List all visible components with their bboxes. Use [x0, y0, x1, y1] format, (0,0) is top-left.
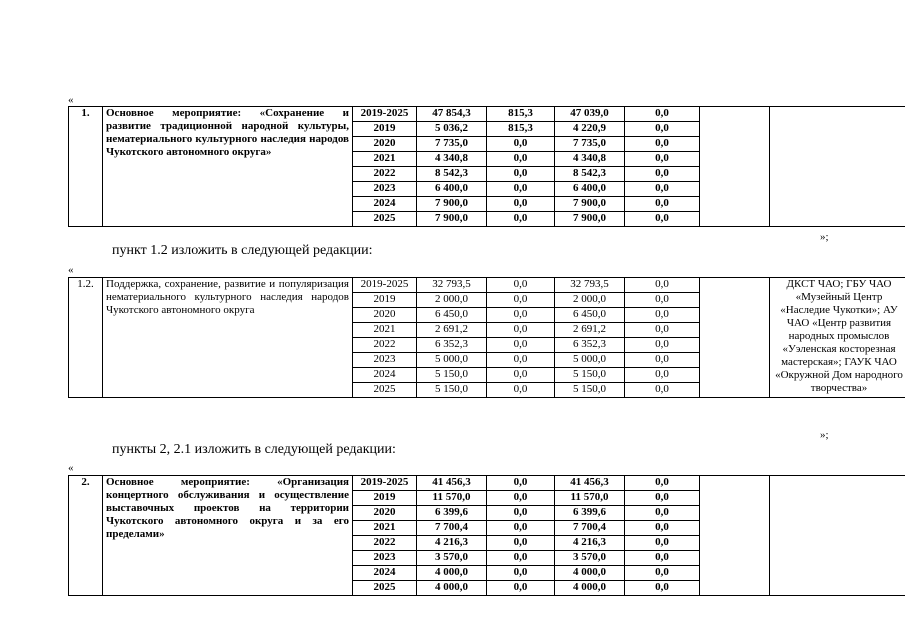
instruction-2: пункты 2, 2.1 изложить в следующей редакции: [112, 442, 396, 457]
item-number: 1. [69, 107, 103, 227]
other-cell: 0,0 [625, 278, 700, 293]
section-2-table [68, 277, 905, 398]
federal-cell: 815,3 [487, 122, 555, 137]
federal-cell: 0,0 [487, 521, 555, 536]
total-cell: 4 216,3 [417, 536, 487, 551]
total-cell: 4 340,8 [417, 152, 487, 167]
section-1-table [68, 106, 905, 227]
year-cell: 2023 [353, 353, 417, 368]
other-cell: 0,0 [625, 491, 700, 506]
regional-cell: 8 542,3 [555, 167, 625, 182]
item-number: 1.2. [69, 278, 103, 398]
year-cell: 2025 [353, 581, 417, 596]
total-cell: 4 000,0 [417, 581, 487, 596]
regional-cell: 7 900,0 [555, 197, 625, 212]
federal-cell: 0,0 [487, 506, 555, 521]
table-row [69, 476, 905, 491]
responsible-executors [770, 107, 905, 227]
other-cell: 0,0 [625, 323, 700, 338]
other-cell: 0,0 [625, 122, 700, 137]
year-cell: 2020 [353, 506, 417, 521]
opening-quote-2: « [68, 264, 74, 276]
instruction-1: пункт 1.2 изложить в следующей редакции: [112, 243, 373, 258]
total-cell: 47 854,3 [417, 107, 487, 122]
federal-cell: 0,0 [487, 338, 555, 353]
federal-cell: 0,0 [487, 278, 555, 293]
federal-cell: 0,0 [487, 167, 555, 182]
regional-cell: 6 450,0 [555, 308, 625, 323]
year-cell: 2023 [353, 551, 417, 566]
federal-cell: 0,0 [487, 476, 555, 491]
year-cell: 2020 [353, 137, 417, 152]
federal-cell: 0,0 [487, 566, 555, 581]
regional-cell: 4 000,0 [555, 566, 625, 581]
regional-cell: 6 400,0 [555, 182, 625, 197]
regional-cell: 4 216,3 [555, 536, 625, 551]
regional-cell: 5 150,0 [555, 383, 625, 398]
table-row [69, 278, 905, 293]
other-cell: 0,0 [625, 476, 700, 491]
year-cell: 2019-2025 [353, 107, 417, 122]
year-cell: 2024 [353, 566, 417, 581]
regional-cell: 2 691,2 [555, 323, 625, 338]
total-cell: 4 000,0 [417, 566, 487, 581]
federal-cell: 0,0 [487, 182, 555, 197]
total-cell: 5 036,2 [417, 122, 487, 137]
total-cell: 41 456,3 [417, 476, 487, 491]
regional-cell: 11 570,0 [555, 491, 625, 506]
year-cell: 2019-2025 [353, 476, 417, 491]
federal-cell: 0,0 [487, 197, 555, 212]
opening-quote-3: « [68, 462, 74, 474]
opening-quote-1: « [68, 94, 74, 106]
federal-cell: 0,0 [487, 581, 555, 596]
regional-cell: 2 000,0 [555, 293, 625, 308]
federal-cell: 0,0 [487, 137, 555, 152]
year-cell: 2020 [353, 308, 417, 323]
total-cell: 7 735,0 [417, 137, 487, 152]
year-cell: 2022 [353, 167, 417, 182]
other-cell: 0,0 [625, 338, 700, 353]
federal-cell: 0,0 [487, 308, 555, 323]
empty-column [700, 278, 770, 398]
other-cell: 0,0 [625, 182, 700, 197]
other-cell: 0,0 [625, 152, 700, 167]
section-3-table [68, 475, 905, 596]
item-description: Основное мероприятие: «Сохранение и развитие традиционной народной культуры, нематериального культурного наследия народов Чукотского автономного округа» [103, 107, 353, 227]
item-number: 2. [69, 476, 103, 596]
item-description: Поддержка, сохранение, развитие и популяризация нематериального культурного наследия народов Чукотского автономного округа [103, 278, 353, 398]
year-cell: 2021 [353, 521, 417, 536]
year-cell: 2019 [353, 491, 417, 506]
regional-cell: 32 793,5 [555, 278, 625, 293]
other-cell: 0,0 [625, 107, 700, 122]
table-row [69, 107, 905, 122]
other-cell: 0,0 [625, 581, 700, 596]
regional-cell: 41 456,3 [555, 476, 625, 491]
regional-cell: 6 352,3 [555, 338, 625, 353]
regional-cell: 7 735,0 [555, 137, 625, 152]
regional-cell: 4 220,9 [555, 122, 625, 137]
year-cell: 2021 [353, 152, 417, 167]
other-cell: 0,0 [625, 566, 700, 581]
federal-cell: 0,0 [487, 152, 555, 167]
federal-cell: 0,0 [487, 353, 555, 368]
federal-cell: 0,0 [487, 383, 555, 398]
regional-cell: 4 340,8 [555, 152, 625, 167]
total-cell: 32 793,5 [417, 278, 487, 293]
regional-cell: 5 000,0 [555, 353, 625, 368]
other-cell: 0,0 [625, 536, 700, 551]
other-cell: 0,0 [625, 293, 700, 308]
year-cell: 2022 [353, 536, 417, 551]
regional-cell: 7 700,4 [555, 521, 625, 536]
year-cell: 2024 [353, 197, 417, 212]
total-cell: 5 000,0 [417, 353, 487, 368]
total-cell: 5 150,0 [417, 383, 487, 398]
year-cell: 2019 [353, 122, 417, 137]
federal-cell: 0,0 [487, 368, 555, 383]
federal-cell: 0,0 [487, 212, 555, 227]
other-cell: 0,0 [625, 368, 700, 383]
other-cell: 0,0 [625, 167, 700, 182]
other-cell: 0,0 [625, 521, 700, 536]
total-cell: 6 400,0 [417, 182, 487, 197]
total-cell: 6 450,0 [417, 308, 487, 323]
closing-quote-2: »; [820, 429, 829, 441]
regional-cell: 3 570,0 [555, 551, 625, 566]
year-cell: 2019 [353, 293, 417, 308]
regional-cell: 4 000,0 [555, 581, 625, 596]
total-cell: 7 900,0 [417, 212, 487, 227]
total-cell: 7 900,0 [417, 197, 487, 212]
total-cell: 6 399,6 [417, 506, 487, 521]
other-cell: 0,0 [625, 212, 700, 227]
federal-cell: 0,0 [487, 323, 555, 338]
regional-cell: 7 900,0 [555, 212, 625, 227]
year-cell: 2025 [353, 383, 417, 398]
year-cell: 2019-2025 [353, 278, 417, 293]
regional-cell: 6 399,6 [555, 506, 625, 521]
empty-column [700, 107, 770, 227]
total-cell: 11 570,0 [417, 491, 487, 506]
empty-column [700, 476, 770, 596]
year-cell: 2025 [353, 212, 417, 227]
year-cell: 2023 [353, 182, 417, 197]
closing-quote-1: »; [820, 231, 829, 243]
federal-cell: 0,0 [487, 536, 555, 551]
responsible-executors [770, 476, 905, 596]
federal-cell: 815,3 [487, 107, 555, 122]
other-cell: 0,0 [625, 197, 700, 212]
total-cell: 3 570,0 [417, 551, 487, 566]
responsible-executors: ДКСТ ЧАО; ГБУ ЧАО «Музейный Центр «Наследие Чукотки»; АУ ЧАО «Центр развития народных промыслов «Уэленская косторезная мастерская»; ГАУК ЧАО «Окружной Дом народного творчества» [770, 278, 905, 398]
other-cell: 0,0 [625, 353, 700, 368]
total-cell: 6 352,3 [417, 338, 487, 353]
other-cell: 0,0 [625, 137, 700, 152]
federal-cell: 0,0 [487, 491, 555, 506]
total-cell: 7 700,4 [417, 521, 487, 536]
total-cell: 2 691,2 [417, 323, 487, 338]
year-cell: 2021 [353, 323, 417, 338]
item-description: Основное мероприятие: «Организация концертного обслуживания и осуществление выставочных проектов на территории Чукотского автономного округа и за его пределами» [103, 476, 353, 596]
regional-cell: 47 039,0 [555, 107, 625, 122]
regional-cell: 5 150,0 [555, 368, 625, 383]
federal-cell: 0,0 [487, 293, 555, 308]
other-cell: 0,0 [625, 308, 700, 323]
other-cell: 0,0 [625, 506, 700, 521]
total-cell: 5 150,0 [417, 368, 487, 383]
federal-cell: 0,0 [487, 551, 555, 566]
year-cell: 2024 [353, 368, 417, 383]
total-cell: 2 000,0 [417, 293, 487, 308]
year-cell: 2022 [353, 338, 417, 353]
total-cell: 8 542,3 [417, 167, 487, 182]
other-cell: 0,0 [625, 551, 700, 566]
other-cell: 0,0 [625, 383, 700, 398]
